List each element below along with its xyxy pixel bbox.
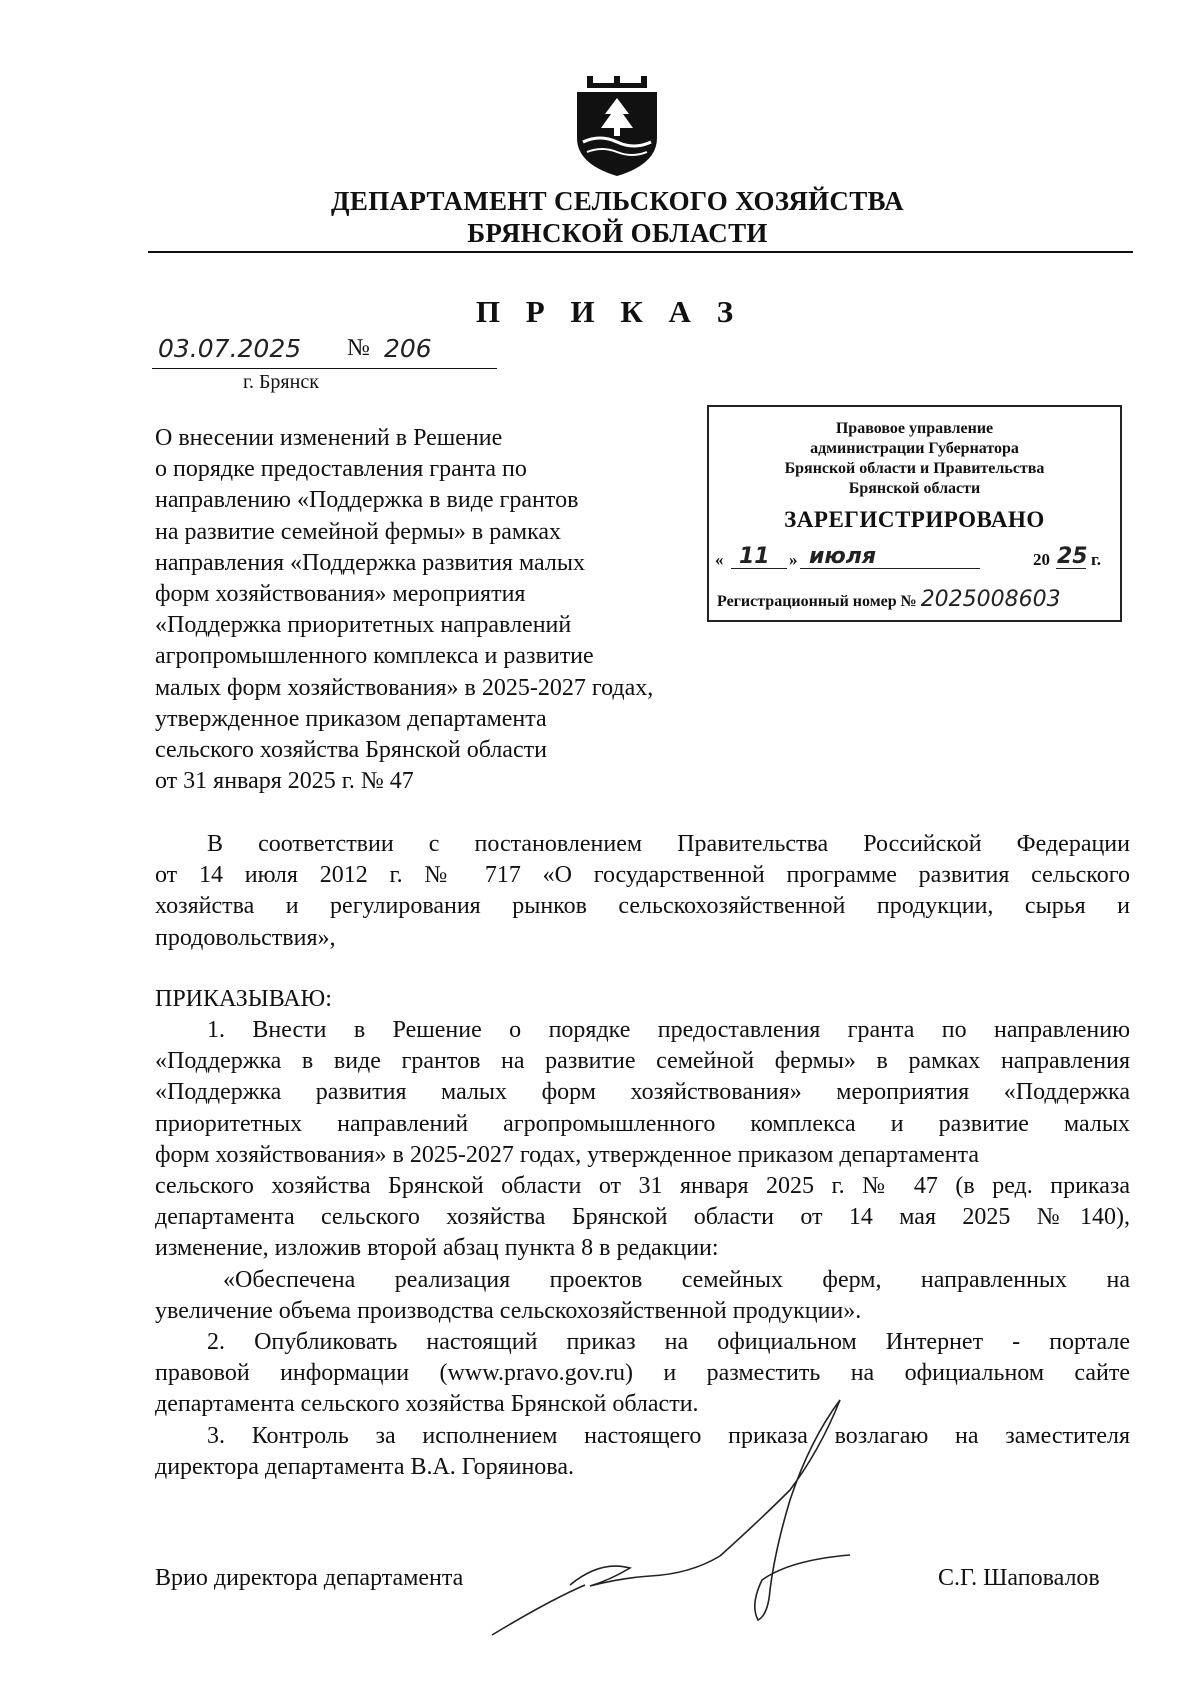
order-number-sign: №	[347, 335, 370, 361]
preamble	[155, 829, 1130, 954]
subject-line: малых форм хозяйствования» в 2025-2027 годах,	[155, 674, 654, 701]
preamble-line: В соответствии с постановлением Правительства Российской Федерации	[207, 831, 1130, 857]
order-city: г. Брянск	[243, 371, 319, 393]
bryansk-coat-of-arms-icon	[573, 76, 661, 176]
item-line: приоритетных направлений агропромышленного комплекса и развитие малых	[155, 1110, 1130, 1137]
order-subject	[155, 423, 735, 797]
item-line: «Обеспечена реализация проектов семейных ферм, направленных на	[223, 1266, 1130, 1293]
item-line: увеличение объема производства сельскохозяйственной продукции».	[155, 1297, 862, 1324]
subject-line: от 31 января 2025 г. № 47	[155, 768, 414, 795]
item-line: 3. Контроль за исполнением настоящего приказа возлагаю на заместителя	[207, 1422, 1130, 1449]
stamp-year-unit: г.	[1091, 550, 1102, 569]
subject-line: «Поддержка приоритетных направлений	[155, 612, 572, 639]
subject-line: сельского хозяйства Брянской области	[155, 737, 547, 764]
item-line: 2. Опубликовать настоящий приказ на официальном Интернет - портале	[207, 1329, 1130, 1356]
signatory-role: Врио директора департамента	[155, 1565, 464, 1591]
stamp-day: 11	[739, 544, 770, 569]
stamp-org-line: администрации Губернатора	[810, 440, 1019, 457]
item-line: директора департамента В.А. Горяинова.	[155, 1453, 574, 1480]
stamp-org-line: Брянской области	[848, 480, 981, 497]
registration-stamp	[707, 405, 1122, 622]
preamble-line: продовольствия»,	[155, 924, 336, 951]
item-line: 1. Внести в Решение о порядке предоставления гранта по направлению	[207, 1017, 1130, 1043]
stamp-registered-label: ЗАРЕГИСТРИРОВАНО	[784, 507, 1045, 532]
subject-line: о порядке предоставления гранта по	[155, 456, 527, 483]
stamp-year-prefix: 20	[1033, 550, 1050, 569]
subject-line: форм хозяйствования» мероприятия	[155, 581, 526, 608]
subject-line: агропромышленного комплекса и развитие	[155, 643, 594, 670]
department-name-line1: ДЕПАРТАМЕНТ СЕЛЬСКОГО ХОЗЯЙСТВА	[331, 186, 904, 216]
stamp-reg-label: Регистрационный номер №	[717, 593, 917, 610]
stamp-org-line: Правовое управление	[835, 420, 994, 437]
item-line: правовой информации (www.pravo.gov.ru) и разместить на официальном сайте	[155, 1360, 1130, 1387]
handwritten-signature	[490, 1390, 910, 1640]
stamp-year-suffix: 25	[1057, 544, 1088, 569]
item-line: «Поддержка в виде грантов на развитие семейной фермы» в рамках направления	[155, 1048, 1130, 1075]
item-line: форм хозяйствования» в 2025-2027 годах, утвержденное приказом департамента	[155, 1141, 979, 1168]
header-divider	[148, 251, 1133, 253]
preamble-line: хозяйства и регулирования рынков сельскохозяйственной продукции, сырья и	[155, 893, 1130, 920]
item-line: «Поддержка развития малых форм хозяйствования» мероприятия «Поддержка	[155, 1079, 1130, 1106]
stamp-open-quote: «	[715, 550, 724, 569]
item-line: департамента сельского хозяйства Брянской области от 14 мая 2025 №140),	[155, 1204, 1130, 1231]
subject-line: на развитие семейной фермы» в рамках	[155, 518, 562, 545]
subject-line: утвержденное приказом департамента	[155, 705, 547, 732]
department-name-line2: БРЯНСКОЙ ОБЛАСТИ	[467, 218, 768, 248]
stamp-month: июля	[809, 544, 877, 569]
order-date-number-line	[152, 334, 497, 369]
subject-line: направлению «Поддержка в виде грантов	[155, 487, 579, 514]
stamp-date-line	[709, 546, 1120, 576]
order-date: 03.07.2025	[158, 334, 302, 363]
item-line: изменение, изложив второй абзац пункта 8 в редакции:	[155, 1235, 719, 1262]
order-number: 206	[384, 334, 432, 363]
signatory-name: С.Г. Шаповалов	[938, 1565, 1100, 1591]
stamp-org-line: Брянской области и Правительства	[784, 460, 1045, 477]
document-title: П Р И К А З	[475, 294, 743, 329]
subject-line: направления «Поддержка развития малых	[155, 549, 585, 576]
item-line: сельского хозяйства Брянской области от 31 января 2025 г. № 47 (в ред. приказа	[155, 1173, 1130, 1200]
stamp-registration-number	[717, 587, 1061, 612]
order-word: ПРИКАЗЫВАЮ:	[155, 986, 332, 1012]
stamp-close-quote: »	[789, 550, 798, 569]
item-line: департамента сельского хозяйства Брянской области.	[155, 1391, 699, 1418]
stamp-reg-number: 2025008603	[920, 587, 1061, 612]
preamble-line: от 14 июля 2012 г. № 717 «О государственной программе развития сельского	[155, 862, 1130, 889]
subject-line: О внесении изменений в Решение	[155, 425, 503, 451]
